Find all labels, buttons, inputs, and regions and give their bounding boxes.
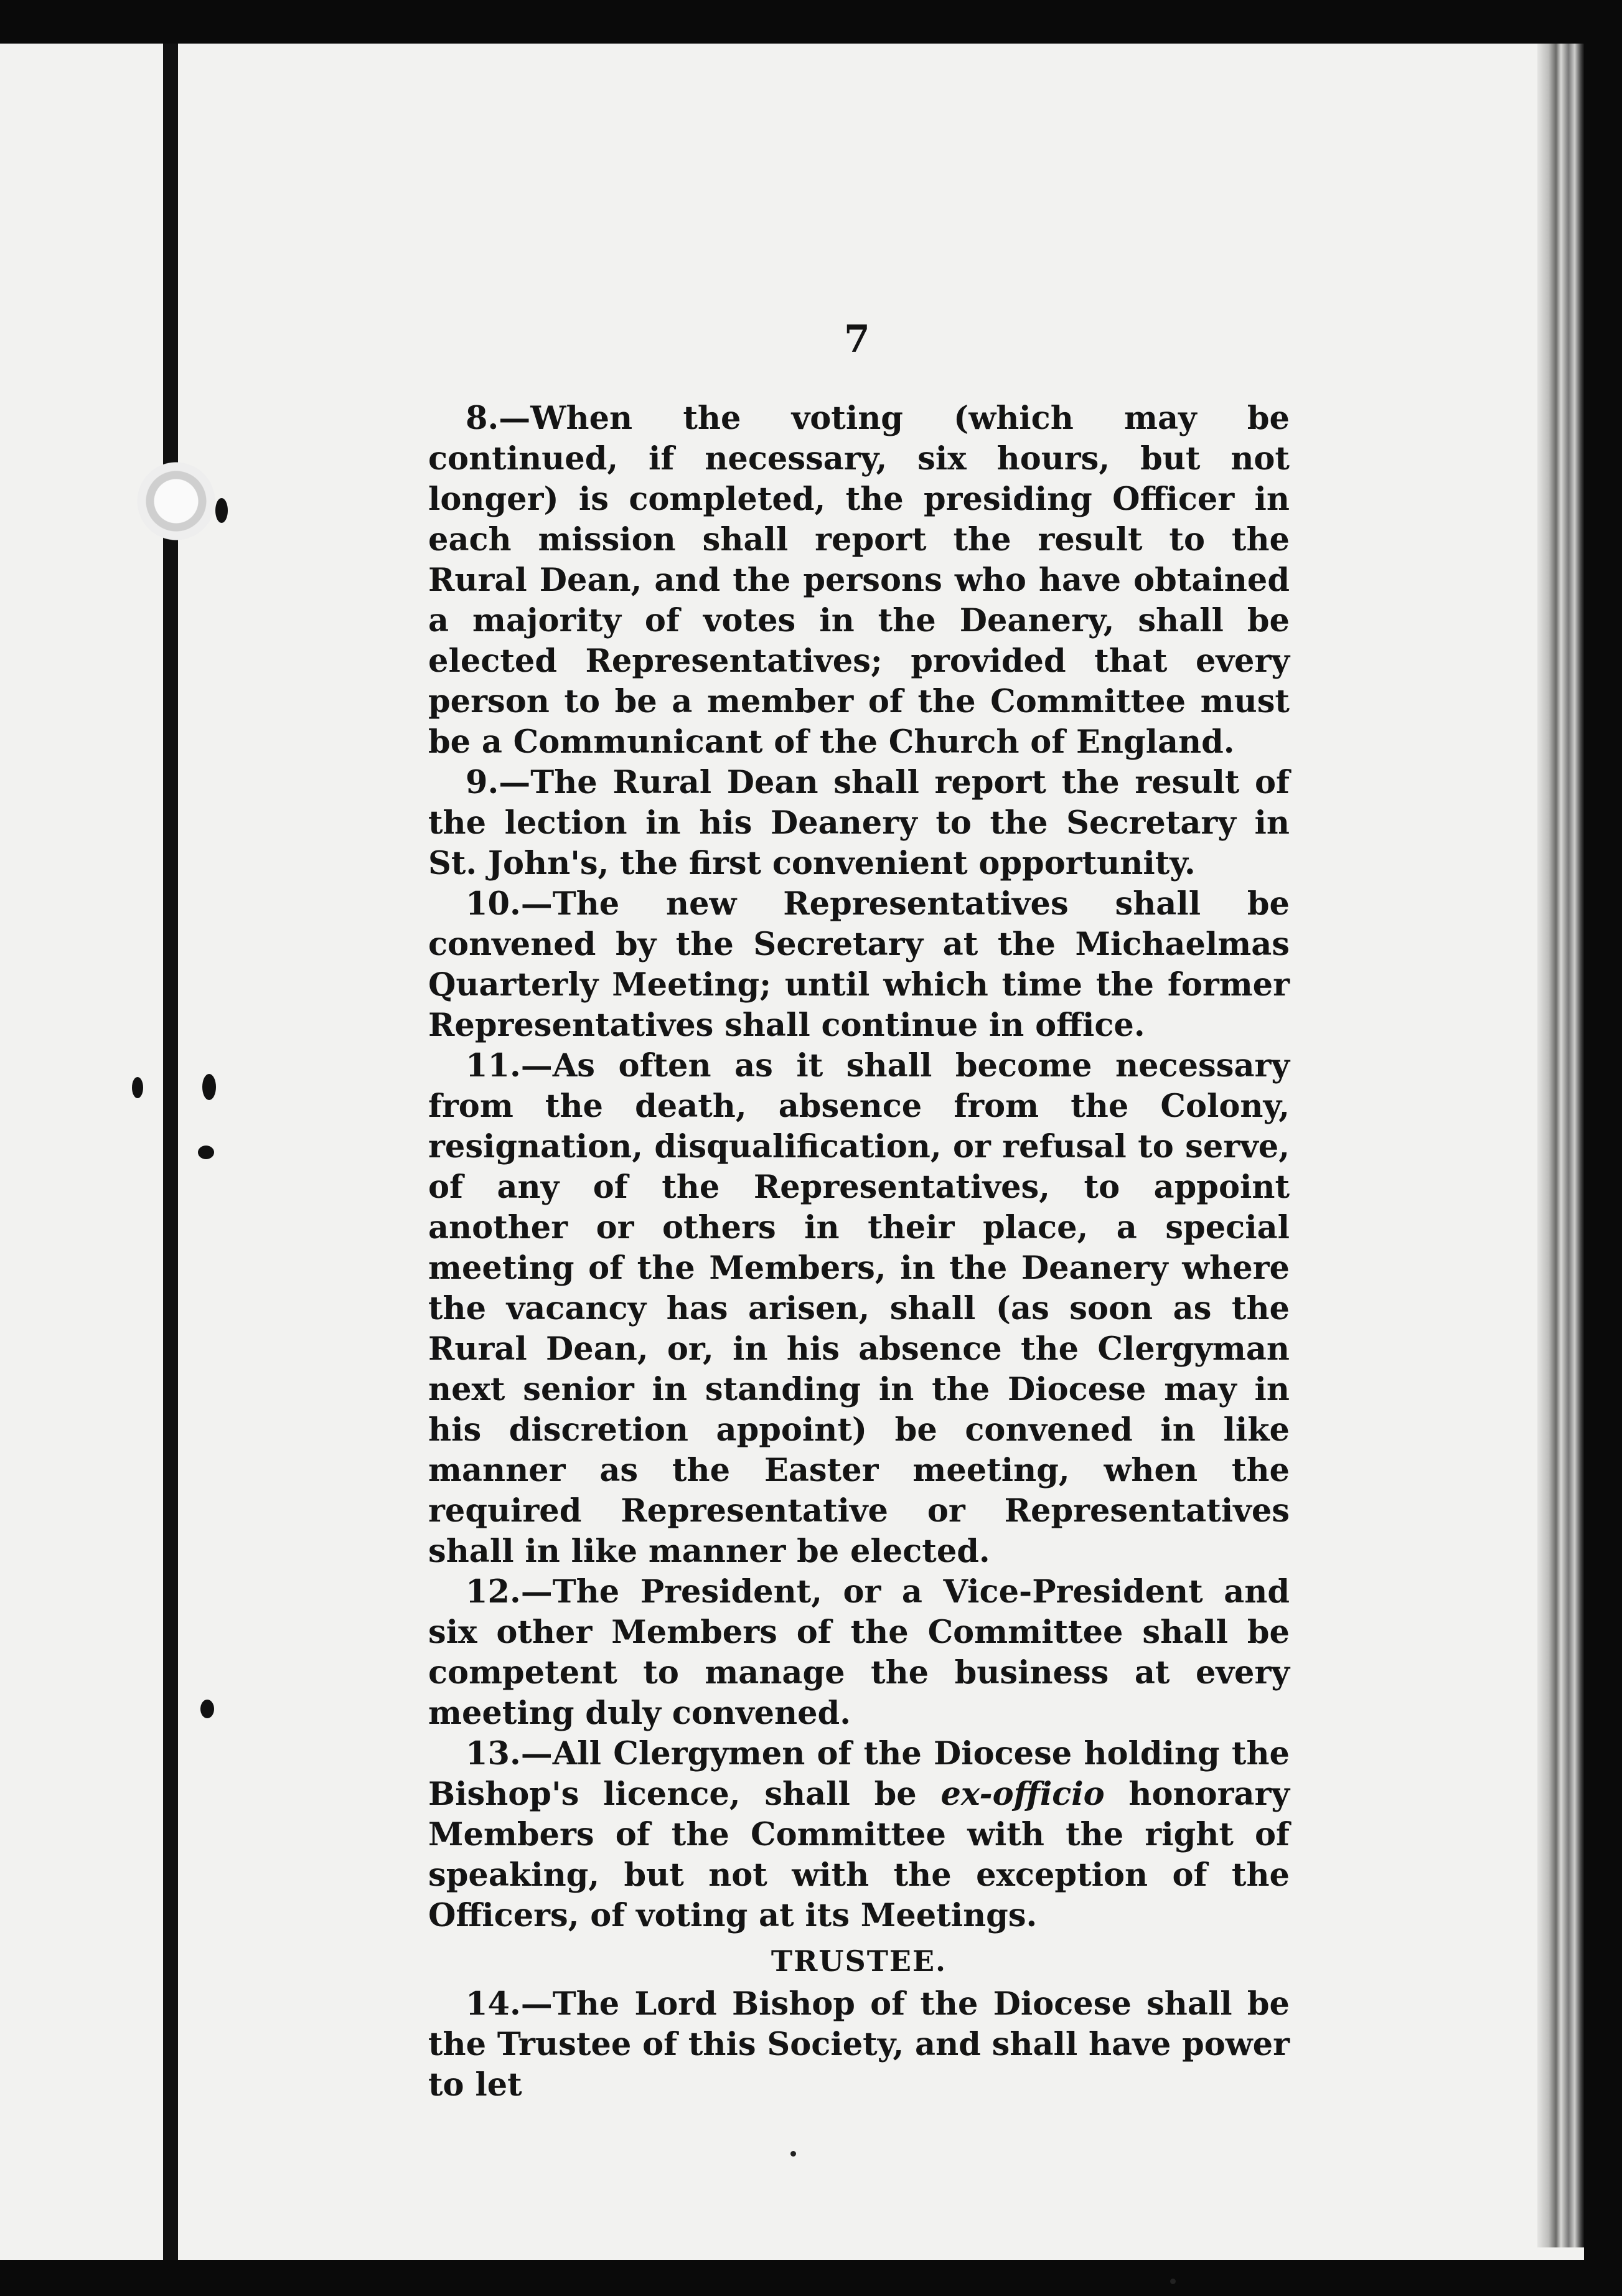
page-number: 7 bbox=[844, 318, 870, 361]
paragraph-13-italic: ex-officio bbox=[940, 1776, 1105, 1813]
ink-blot bbox=[202, 1074, 216, 1100]
page-edge-stack bbox=[1537, 44, 1584, 2247]
ink-blot bbox=[198, 1146, 214, 1159]
ink-blot bbox=[132, 1077, 143, 1098]
ink-blot bbox=[215, 498, 228, 523]
paragraph-10: 10.—The new Representatives shall be convened by the Secretary at the Michaelmas Quarterly Meeting; until which time the former Representatives shall continue in office. bbox=[428, 885, 1290, 1044]
ink-blot bbox=[200, 1700, 214, 1718]
paragraph-11: 11.—As often as it shall become necessary from the death, absence from the Colony, resignation, disqualification, or refusal to serve, of any of the Representatives, to appoint another or others in their place, a special meeting of the Members, in the Deanery where the vacancy has arisen, shall (as soon as the Rural Dean, or, in his absence the Clergyman next senior in standing in the Diocese may in his discretion appoint) be convened in like manner as the Easter meeting, when the required Representative or Representatives shall in like manner be elected. bbox=[428, 1047, 1290, 1570]
section-heading: TRUSTEE. bbox=[771, 1944, 947, 1978]
paragraph-13-start: 13.—All Clergymen of the Diocese holding the Bishop's licence, shall be bbox=[428, 1735, 1290, 1813]
paragraph-13-end: honorary Members of the Committee with the right of speaking, but not with the exception of the Officers, of voting at its Meetings. bbox=[428, 1776, 1290, 1934]
ink-speck bbox=[1170, 2279, 1176, 2284]
ink-speck bbox=[790, 2151, 796, 2157]
binding-edge bbox=[163, 44, 178, 2260]
paragraph-12: 12.—The President, or a Vice-President and six other Members of the Committee shall be competent to manage the business at every meeting duly convened. bbox=[428, 1573, 1290, 1732]
paragraph-13 bbox=[428, 1734, 1290, 1936]
paragraph-8: 8.—When the voting (which may be continued, if necessary, six hours, but not longer) is completed, the presiding Officer in each mission shall report the result to the Rural Dean, and the persons who have obtained a majority of votes in the Deanery, shall be elected Representatives; provided that every person to be a member of the Committee must be a Communicant of the Church of England. bbox=[428, 400, 1290, 761]
binding-hole bbox=[129, 458, 223, 545]
body-text bbox=[428, 398, 1290, 2105]
paragraph-14: 14.—The Lord Bishop of the Diocese shall be the Trustee of this Society, and shall have power to let bbox=[428, 1985, 1290, 2104]
paragraph-9: 9.—The Rural Dean shall report the result of the lection in his Deanery to the Secretary in St. John's, the first convenient opportunity. bbox=[428, 764, 1290, 882]
